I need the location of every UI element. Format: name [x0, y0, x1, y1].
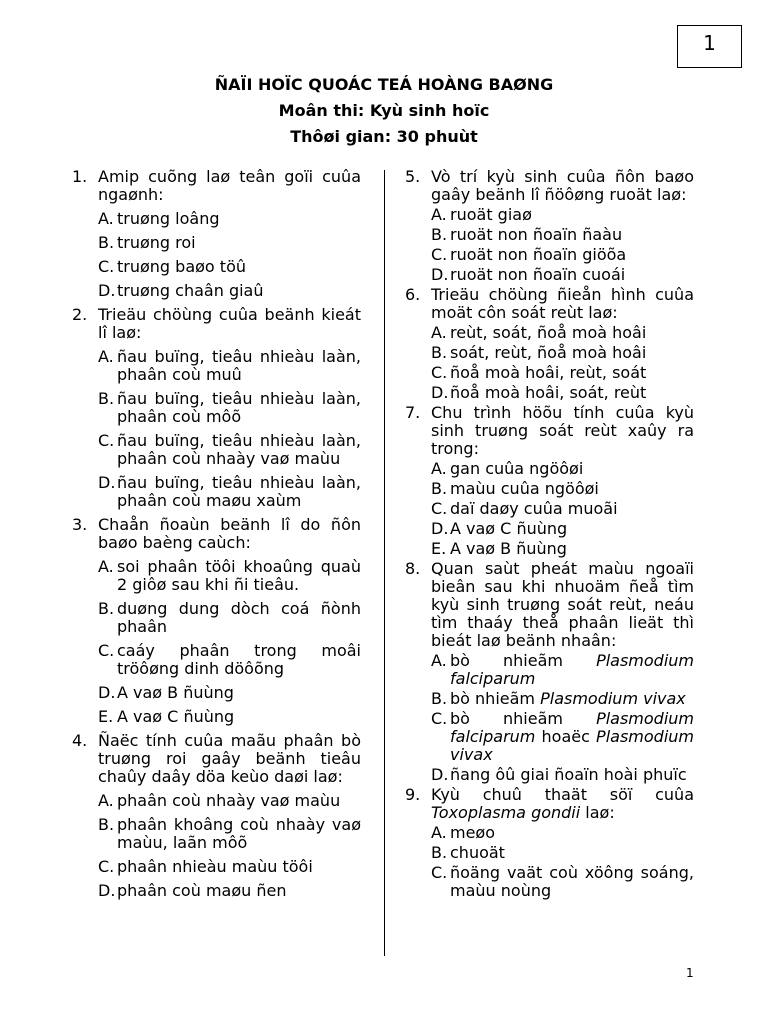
option [431, 226, 694, 244]
option-text: ruoät giaø [450, 205, 532, 224]
question-9 [405, 786, 694, 900]
option-text: daï daøy cuûa muoãi [450, 499, 618, 518]
option-text: ñau buïng, tieâu nhieàu laàn, phaân coù môõ [117, 389, 361, 426]
question-3 [72, 516, 361, 726]
option [431, 480, 694, 498]
option-text: ñau buïng, tieâu nhieàu laàn, phaân coù nhaày vaø maùu [117, 431, 361, 468]
option [98, 792, 361, 810]
option-text: bò nhieãm Plasmodium falciparum [450, 651, 694, 688]
option-text: duøng dung dòch coá ñònh phaân [117, 599, 361, 636]
option [431, 500, 694, 518]
option [98, 708, 361, 726]
option-letter: C. [431, 499, 448, 518]
option-letter: B. [98, 389, 115, 408]
option-letter: D. [98, 473, 116, 492]
option-letter: C. [431, 863, 448, 882]
question-2 [72, 306, 361, 510]
question-number: 4. [72, 731, 88, 750]
option-text: truøng chaân giaû [117, 281, 264, 300]
option [98, 210, 361, 228]
option [98, 684, 361, 702]
exam-time: Thôøi gian: 30 phuùt [290, 127, 478, 146]
question-text: Ñaëc tính cuûa maãu phaân bò truøng roi gaây beänh tieâu chaûy daây döa keùo daøi laø: [98, 731, 361, 786]
option [431, 266, 694, 284]
option-text: truøng baøo töû [117, 257, 246, 276]
option-text: phaân coù maøu ñen [117, 881, 287, 900]
question-1 [72, 168, 361, 300]
question-8 [405, 560, 694, 784]
question-text: Kyù chuû thaät söï cuûa Toxoplasma gondii laø: [431, 785, 694, 822]
option-text: A vaø B ñuùng [450, 539, 567, 558]
exam-title: ÑAÏI HOÏC QUOÁC TEÁ HOÀNG BAØNG [214, 75, 554, 94]
option-text: ruoät non ñoaïn ñaàu [450, 225, 623, 244]
option-letter: C. [431, 363, 448, 382]
page-number-box: 1 [677, 25, 742, 68]
question-5 [405, 168, 694, 284]
question-number: 2. [72, 305, 88, 324]
exam-subject: Moân thi: Kyù sinh hoïc [278, 101, 490, 120]
question-number: 8. [405, 559, 421, 578]
option [431, 766, 694, 784]
option-text: truøng roi [117, 233, 196, 252]
option [431, 520, 694, 538]
option-text: A vaø C ñuùng [117, 707, 235, 726]
question-text: Amip cuõng laø teân goïi cuûa ngaønh: [98, 167, 361, 204]
option [98, 600, 361, 636]
option-letter: C. [98, 257, 115, 276]
option-letter: D. [431, 519, 449, 538]
right-column [405, 168, 694, 902]
option-letter: A. [98, 209, 114, 228]
option-letter: B. [431, 225, 448, 244]
option-letter: A. [431, 323, 447, 342]
option-letter: D. [98, 281, 116, 300]
option-text: phaân khoâng coù nhaày vaø maùu, laãn môõ [117, 815, 361, 852]
option-text: ñoäng vaät coù xöông soáng, maùu noùng [450, 863, 694, 900]
option-letter: A. [98, 791, 114, 810]
option-text: ñoå moà hoâi, soát, reùt [450, 383, 647, 402]
option-text: ñau buïng, tieâu nhieàu laàn, phaân coù muû [117, 347, 361, 384]
option [98, 816, 361, 852]
option [431, 540, 694, 558]
option-letter: E. [98, 707, 114, 726]
question-7 [405, 404, 694, 558]
question-4 [72, 732, 361, 900]
option-letter: B. [431, 689, 448, 708]
option-letter: A. [431, 651, 447, 670]
option-text: gan cuûa ngöôøi [450, 459, 584, 478]
option-letter: B. [98, 233, 115, 252]
option-letter: B. [431, 343, 448, 362]
question-number: 6. [405, 285, 421, 304]
question-text: Chaån ñoaùn beänh lî do ñôn baøo baèng caùch: [98, 515, 361, 552]
option [98, 882, 361, 900]
option [431, 324, 694, 342]
option-text: soát, reùt, ñoå moà hoâi [450, 343, 647, 362]
option-letter: B. [98, 815, 115, 834]
option-text: truøng loâng [117, 209, 220, 228]
option [431, 844, 694, 862]
option [431, 384, 694, 402]
option-letter: C. [98, 641, 115, 660]
option-text: phaân nhieàu maùu töôi [117, 857, 313, 876]
option-letter: C. [431, 709, 448, 728]
column-divider [384, 170, 385, 956]
option-text: ñau buïng, tieâu nhieàu laàn, phaân coù maøu xaùm [117, 473, 361, 510]
question-number: 5. [405, 167, 421, 186]
option-letter: A. [431, 823, 447, 842]
option-text: bò nhieãm Plasmodium falciparum hoaëc Plasmodium vivax [450, 709, 694, 764]
option-letter: D. [98, 683, 116, 702]
option [431, 710, 694, 764]
option [98, 258, 361, 276]
question-6 [405, 286, 694, 402]
footer-page-number: 1 [686, 966, 694, 980]
option [431, 206, 694, 224]
option-text: chuoät [450, 843, 505, 862]
exam-header [0, 72, 768, 150]
option-letter: D. [431, 265, 449, 284]
option-text: reùt, soát, ñoå moà hoâi [450, 323, 647, 342]
option [98, 282, 361, 300]
option-letter: A. [431, 205, 447, 224]
option-text: bò nhieãm Plasmodium vivax [450, 689, 686, 708]
option-text: soi phaân töôi khoaûng quaù 2 giôø sau khi ñi tieâu. [117, 557, 361, 594]
option-letter: C. [431, 245, 448, 264]
left-column [72, 168, 361, 906]
option [431, 344, 694, 362]
option-text: maùu cuûa ngöôøi [450, 479, 599, 498]
option [431, 864, 694, 900]
option [431, 652, 694, 688]
option-letter: C. [98, 857, 115, 876]
option-text: meøo [450, 823, 496, 842]
option [98, 474, 361, 510]
option [98, 348, 361, 384]
question-text: Vò trí kyù sinh cuûa ñôn baøo gaây beänh lî ñöôøng ruoät laø: [431, 167, 694, 204]
option-letter: A. [431, 459, 447, 478]
option-text: ñoå moà hoâi, reùt, soát [450, 363, 647, 382]
question-text: Quan saùt pheát maùu ngoaïi bieân sau khi nhuoäm ñeå tìm kyù sinh truøng soát reùt, neáu tìm thaáy theå phaân lieät thì bieát laø beänh nhaân: [431, 559, 694, 650]
option-letter: B. [431, 479, 448, 498]
option-letter: B. [98, 599, 115, 618]
option [98, 390, 361, 426]
option-letter: A. [98, 347, 114, 366]
option-text: ruoät non ñoaïn cuoái [450, 265, 626, 284]
question-number: 7. [405, 403, 421, 422]
option-letter: D. [98, 881, 116, 900]
question-number: 1. [72, 167, 88, 186]
option [98, 432, 361, 468]
option-text: A vaø B ñuùng [117, 683, 234, 702]
option-text: ruoät non ñoaïn giöõa [450, 245, 627, 264]
option [98, 234, 361, 252]
question-text: Chu trình höõu tính cuûa kyù sinh truøng soát reùt xaûy ra trong: [431, 403, 694, 458]
option-letter: C. [98, 431, 115, 450]
option [431, 460, 694, 478]
option [98, 858, 361, 876]
option [431, 246, 694, 264]
question-number: 9. [405, 785, 421, 804]
option-text: A vaø C ñuùng [450, 519, 568, 538]
question-text: Trieäu chöùng cuûa beänh kieát lî laø: [98, 305, 361, 342]
option [431, 364, 694, 382]
option [98, 642, 361, 678]
option-text: caáy phaân trong moâi tröôøng dinh döôõng [117, 641, 361, 678]
option-letter: D. [431, 383, 449, 402]
option [431, 690, 694, 708]
option-text: phaân coù nhaày vaø maùu [117, 791, 341, 810]
option-letter: A. [98, 557, 114, 576]
option-letter: E. [431, 539, 447, 558]
option [431, 824, 694, 842]
question-number: 3. [72, 515, 88, 534]
option-letter: B. [431, 843, 448, 862]
question-text: Trieäu chöùng ñieån hình cuûa moät côn soát reùt laø: [431, 285, 694, 322]
option [98, 558, 361, 594]
option-letter: D. [431, 765, 449, 784]
option-text: ñang ôû giai ñoaïn hoài phuïc [450, 765, 687, 784]
